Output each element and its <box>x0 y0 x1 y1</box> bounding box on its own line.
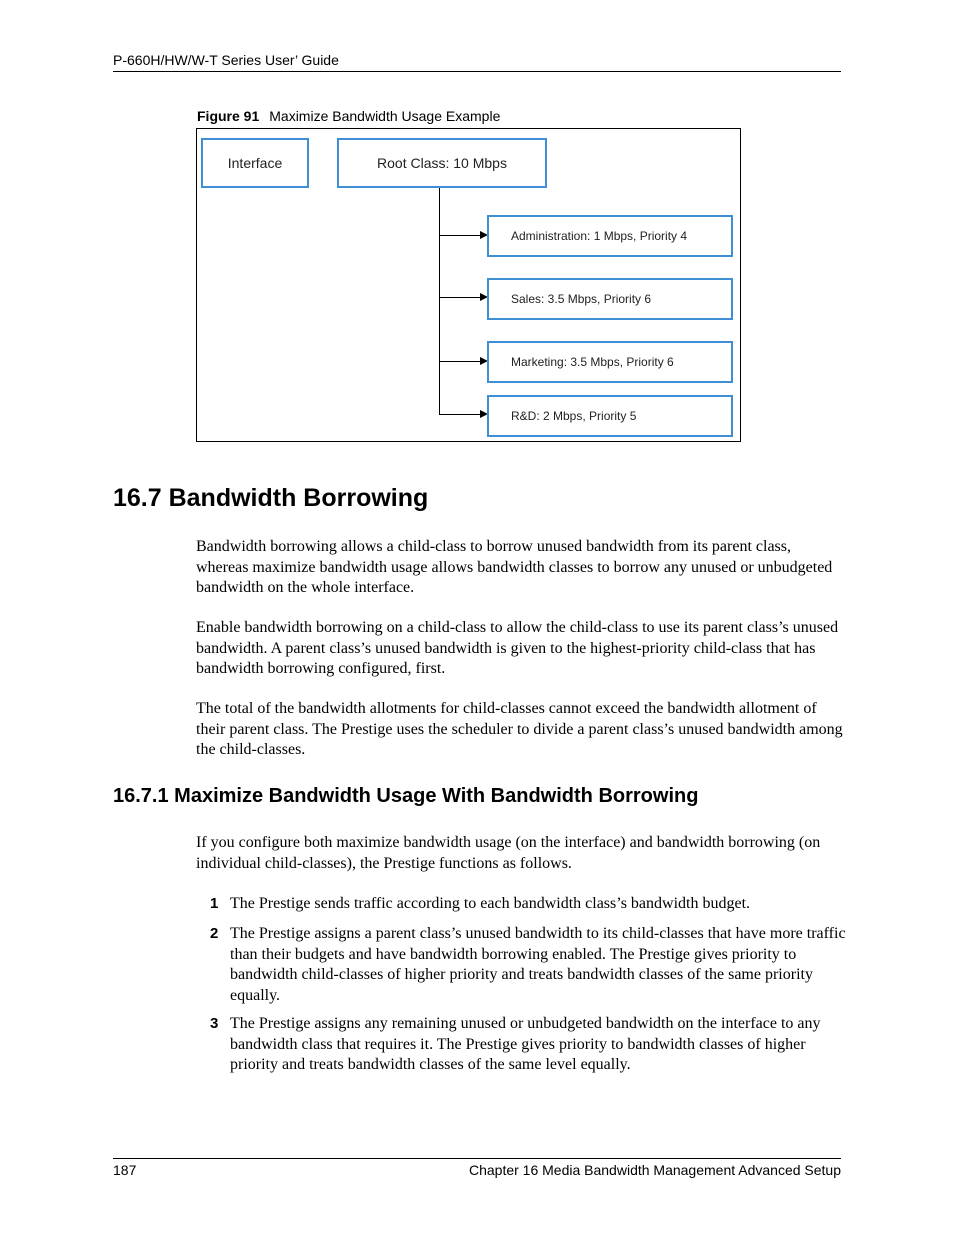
branch-line-administration <box>439 235 480 236</box>
child-class-node-sales <box>487 278 733 320</box>
list-item-number: 2 <box>210 925 219 942</box>
child-class-node-administration <box>487 215 733 257</box>
list-item-text: The Prestige assigns a parent class’s unused bandwidth to its child-classes that have more traffic than their budgets and have bandwidth borrowing enabled. The Prestige gives priority to bandwidth child-classes of higher priority and treats bandwidth classes of the same priority equally. <box>230 925 846 1004</box>
figure-caption-text: Maximize Bandwidth Usage Example <box>269 108 501 124</box>
child-class-label: Marketing: 3.5 Mbps, Priority 6 <box>511 355 674 369</box>
root-class-node-label: Root Class: 10 Mbps <box>377 155 507 171</box>
body-paragraph: The total of the bandwidth allotments for child-classes cannot exceed the bandwidth allotment of their parent class. The Prestige uses the scheduler to divide a parent class’s unused bandwidth among the child-classes. <box>196 700 843 758</box>
section-heading: 16.7 Bandwidth Borrowing <box>113 484 429 512</box>
numbered-list-item <box>210 1014 846 1076</box>
list-item-text: The Prestige assigns any remaining unused or unbudgeted bandwidth on the interface to any bandwidth class that requires it. The Prestige gives priority to bandwidth classes of higher priority and treats bandwidth classes of the same level equally. <box>230 1015 821 1073</box>
body-paragraph: Enable bandwidth borrowing on a child-class to allow the child-class to use its parent class’s unused bandwidth. A parent class’s unused bandwidth is given to the highest-priority child-class that has bandwidth borrowing configured, first. <box>196 619 839 677</box>
numbered-list-item <box>210 924 846 1006</box>
interface-node <box>201 138 309 188</box>
figure-number: Figure 91 <box>197 108 260 124</box>
page-number: 187 <box>113 1162 137 1178</box>
footer-chapter-title: Chapter 16 Media Bandwidth Management Advanced Setup <box>468 1162 841 1178</box>
numbered-list-item <box>210 894 846 915</box>
root-class-node <box>337 138 547 188</box>
branch-line-sales <box>439 297 480 298</box>
list-item-number: 1 <box>210 895 219 912</box>
branch-line-marketing <box>439 361 480 362</box>
tree-trunk-line <box>439 188 440 415</box>
list-item-text: The Prestige sends traffic according to each bandwidth class’s bandwidth budget. <box>230 895 751 912</box>
running-header: P-660H/HW/W-T Series User’ Guide <box>113 52 339 68</box>
footer-divider <box>113 1158 841 1159</box>
child-class-label: Administration: 1 Mbps, Priority 4 <box>511 229 688 243</box>
list-item-number: 3 <box>210 1015 219 1032</box>
subsection-heading: 16.7.1 Maximize Bandwidth Usage With Bandwidth Borrowing <box>113 785 699 807</box>
interface-node-label: Interface <box>227 155 283 171</box>
subsection-intro-paragraph: If you configure both maximize bandwidth usage (on the interface) and bandwidth borrowing (on individual child-classes), the Prestige functions as follows. <box>196 834 821 872</box>
child-class-node-rnd <box>487 395 733 437</box>
child-class-node-marketing <box>487 341 733 383</box>
branch-line-rnd <box>439 414 480 415</box>
child-class-label: R&D: 2 Mbps, Priority 5 <box>511 409 637 423</box>
header-divider <box>113 71 841 72</box>
child-class-label: Sales: 3.5 Mbps, Priority 6 <box>511 292 652 306</box>
body-paragraph: Bandwidth borrowing allows a child-class to borrow unused bandwidth from its parent class, whereas maximize bandwidth usage allows bandwidth classes to borrow any unused or unbudgeted bandwidth on the whole interface. <box>196 538 833 596</box>
figure-caption <box>197 108 500 124</box>
